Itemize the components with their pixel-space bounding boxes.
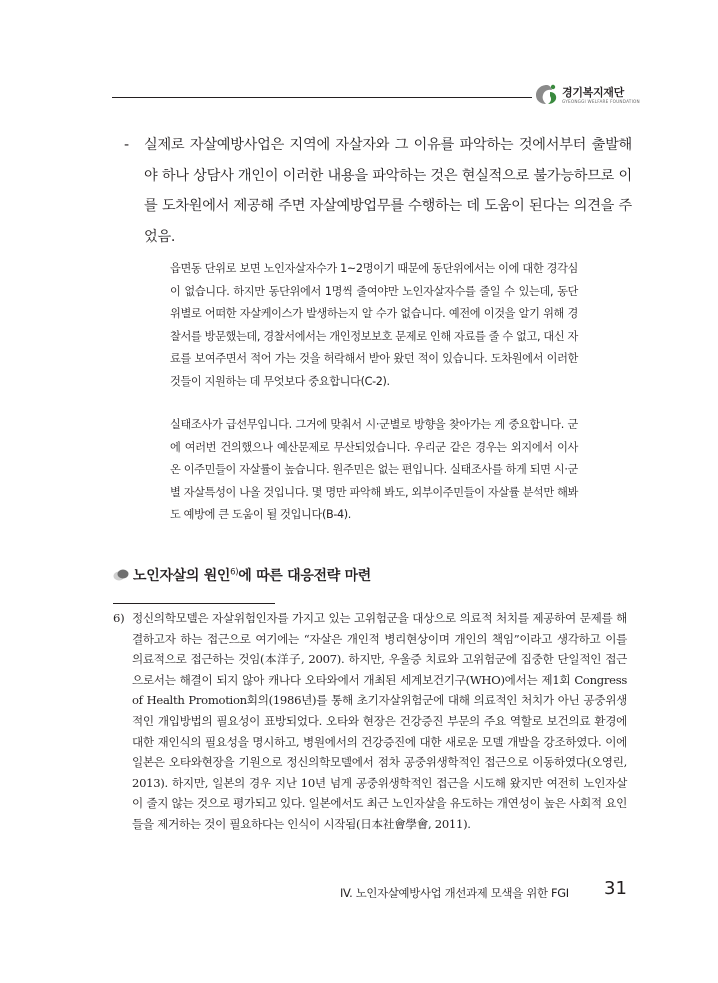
footnote (113, 608, 627, 835)
section-heading (113, 565, 613, 585)
bullet-dash: - (124, 137, 129, 153)
foundation-logo (534, 80, 644, 112)
footnote-rule (113, 603, 275, 604)
footnote-number: 6) (113, 611, 125, 625)
footnote-text: 정신의학모델은 자살위험인자를 가지고 있는 고위험군을 대상으로 의료적 처치를 제공하여 문제를 해결하고자 하는 접근으로 여기에는 “자살은 개인적 병리현상이며 개인의 책임”이라고 생각하고 이를 의료적으로 접근하는 것임(本洋子, 2007). 하지만, 우울증 치료와 고위험군에 집중한 단일적인 접근으로서는 해결이 되지 않아 캐나다 오타와에서 개최된 세계보건기구(WHO)에서는 제1회 Congress of Health Promotion회의(1986년)를 통해 초기자살위험군에 대해 의료적인 처치가 아닌 공중위생적인 개입방법의 필요성이 표방되었다. 오타와 현장은 건강증진 부문의 주요 역할로 보건의료 환경에 대한 재인식의 필요성을 명시하고, 병원에서의 건강증진에 대한 새로운 모델 개발을 강조하였다. 이에 일본은 오타와현장을 기원으로 정신의학모델에서 점차 공중위생학적인 접근으로 이동하였다(오영린, 2013). 하지만, 일본의 경우 지난 10년 넘게 공중위생학적인 접근을 시도해 왔지만 여전히 노인자살이 줄지 않는 것으로 평가되고 있다. 일본에서도 최근 노인자살을 유도하는 개연성이 높은 사회적 요인들을 제거하는 것이 필요하다는 인식이 시작됨(日本社會學會, 2011). (132, 611, 627, 831)
foundation-subtitle: GYEONGGI WELFARE FOUNDATION (562, 99, 640, 104)
running-footer-title: IV. 노인자살예방사업 개선과제 모색을 위한 FGI (340, 886, 569, 900)
section-heading-text-end: 에 따른 대응전략 마련 (238, 568, 372, 584)
interview-quote-b4: 실태조사가 급선무입니다. 그거에 맞춰서 시·군별로 방향을 찾아가는 게 중요합니다. 군에 여러번 건의했으나 예산문제로 무산되었습니다. 우리군 같은 경우는 외지에서 이사 온 이주민들이 자살률이 높습니다. 원주민은 없는 편입니다. 실태조사를 하게 되면 시·군별 자살특성이 나올 것입니다. 몇 명만 파악해 봐도, 외부이주민들이 자살률 분석만 해봐도 예방에 큰 도움이 될 것입니다(B-4). (170, 418, 578, 522)
foundation-name: 경기복지재단 (562, 86, 624, 99)
heading-bullet-icon (113, 569, 129, 581)
header-rule (112, 97, 532, 98)
section-heading-text: 노인자살의 원인 (133, 568, 231, 584)
page-number: 31 (604, 878, 627, 899)
bullet-text: 실제로 자살예방사업은 지역에 자살자와 그 이유를 파악하는 것에서부터 출발해야 하나 상담사 개인이 이러한 내용을 파악하는 것은 현실적으로 불가능하므로 이를 도차원에서 제공해 주면 자살예방업무를 수행하는 데 도움이 된다는 의견을 주었음. (144, 137, 632, 245)
footnote-reference[interactable]: 6) (230, 567, 239, 578)
interview-quote-c2: 읍면동 단위로 보면 노인자살자수가 1~2명이기 때문에 동단위에서는 이에 대한 경각심이 없습니다. 하지만 동단위에서 1명씩 줄여야만 노인자살자수를 줄일 수 있는데, 동단위별로 어떠한 자살케이스가 발생하는지 알 수가 없습니다. 예전에 이것을 알기 위해 경찰서를 방문했는데, 경찰서에서는 개인정보보호 문제로 인해 자료를 줄 수 없고, 대신 자료를 보여주면서 적어 가는 것을 허락해서 받아 왔던 적이 있습니다. 도차원에서 이러한 것들이 지원하는 데 무엇보다 중요합니다(C-2). (170, 262, 578, 388)
foundation-logo-icon (534, 82, 560, 106)
bullet-paragraph (124, 130, 632, 252)
